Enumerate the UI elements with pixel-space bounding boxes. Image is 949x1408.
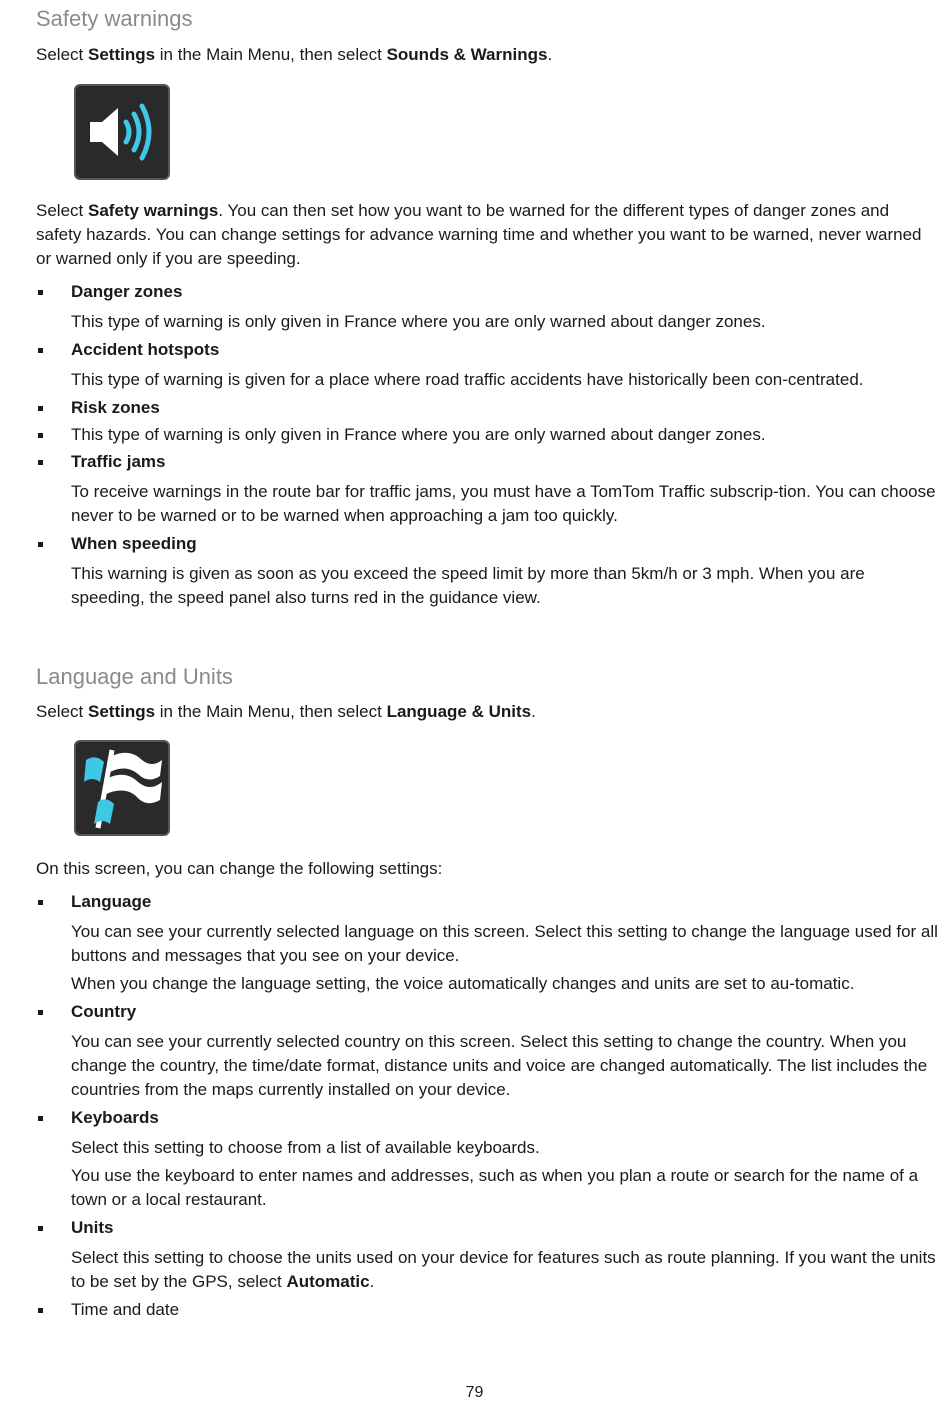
list-item: Language You can see your currently selected language on this screen. Select this setting to change the language used for all buttons and messages that you see on your device. When you change the language setting, the voice automatically changes and units are set to au-tomatic. — [36, 890, 941, 996]
list-item: Traffic jams To receive warnings in the route bar for traffic jams, you must have a TomTom Traffic subscrip-tion. You can choose never to be warned or to be warned when approaching a jam too quickly. — [36, 450, 941, 528]
list-item: Country You can see your currently selected country on this screen. Select this setting to change the country. When you change the country, the time/date format, distance units and voice are changed automatically. The list includes the countries from the maps currently installed on your device. — [36, 1000, 941, 1102]
list-item: Accident hotspots This type of warning is given for a place where road traffic accidents have historically been con-centrated. — [36, 338, 941, 392]
page-number: 79 — [465, 1384, 484, 1401]
list-item: This type of warning is only given in France where you are only warned about danger zones. — [36, 423, 941, 447]
language-intro: Select Settings in the Main Menu, then select Language & Units. — [36, 702, 536, 721]
safety-intro: Select Settings in the Main Menu, then select Sounds & Warnings. — [36, 45, 553, 64]
safety-warnings-heading: Safety warnings — [36, 6, 193, 31]
list-item: When speeding This warning is given as soon as you exceed the speed limit by more than 5km/h or 3 mph. When you are speeding, the speed panel also turns red in the guidance view. — [36, 532, 941, 610]
list-item: Danger zones This type of warning is only given in France where you are only warned about danger zones. — [36, 280, 941, 334]
language-lead: On this screen, you can change the following settings: — [36, 859, 443, 878]
speaker-volume-icon — [74, 84, 170, 180]
safety-list — [36, 280, 941, 614]
list-item: Risk zones — [36, 396, 941, 420]
list-item: Time and date — [36, 1298, 941, 1322]
language-list — [36, 890, 941, 1328]
language-units-heading: Language and Units — [36, 664, 233, 689]
list-item: Units Select this setting to choose the units used on your device for features such as route planning. If you want the units to be set by the GPS, select Automatic. — [36, 1216, 941, 1294]
language-flag-icon — [74, 740, 170, 836]
safety-description: Select Safety warnings. You can then set how you want to be warned for the different types of danger zones and safety hazards. You can change settings for advance warning time and whether you want to be warned, never warned or warned only if you are speeding. — [36, 201, 922, 268]
list-item: Keyboards Select this setting to choose from a list of available keyboards. You use the keyboard to enter names and addresses, such as when you plan a route or search for the name of a town or a local restaurant. — [36, 1106, 941, 1212]
